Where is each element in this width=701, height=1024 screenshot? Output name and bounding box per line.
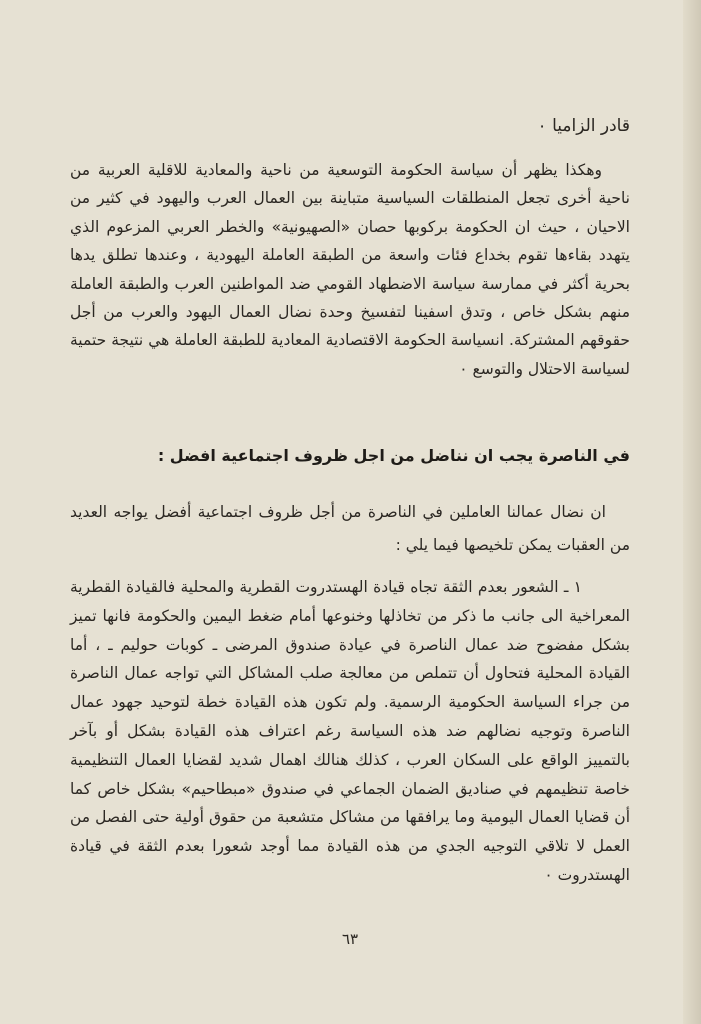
running-head: قادر الزاميا ٠ [537, 116, 630, 136]
paragraph-2: ان نضال عمالنا العاملين في الناصرة من أجل ظروف اجتماعية أفضل يواجه العديد من العقبات يمكن تلخيصها فيما يلي : [70, 503, 630, 554]
paragraph-1: وهكذا يظهر أن سياسة الحكومة التوسعية من ناحية والمعادية للاقلية العربية من ناحية أخرى تجعل المنطلقات السياسية متباينة بين العمال العرب واليهود في كثير من الاحيان ، حيث ان الحكومة بركوبها حصان «الصهيونية» والخطر العربي المزعوم الذي يتهدد بقاءها تقوم بخداع فئات واسعة من الطبقة العاملة اليهودية ، وعندها تطلق يدها بحرية أكثر في ممارسة سياسة الاضطهاد القومي ضد المواطنين العرب والطبقة العاملة منهم بشكل خاص ، وتدق اسفينا لتفسيخ وحدة نضال العمال اليهود والعرب من أجل حقوقهم المشتركة. انسياسة الحكومة الاقتصادية المعادية للطبقة العاملة هي نتيجة حتمية لسياسة الاحتلال والتوسع ٠ [70, 161, 630, 378]
page-edge-shadow [683, 0, 701, 1024]
section-heading: في الناصرة يجب ان نناضل من اجل ظروف اجتماعية افضل : [157, 446, 630, 465]
page-number: ٦٣ [341, 930, 359, 948]
paragraph-3: ١ ـ الشعور بعدم الثقة تجاه قيادة الهستدروت القطرية والمحلية فالقيادة القطرية المعراخية الى جانب ما ذكر من تخاذلها وخنوعها أمام ضغط اليمين والحكومة فانها تميز بشكل مفضوح ضد عمال الناصرة في عيادة صندوق المرضى ـ كوبات حوليم ـ ، أما القيادة المحلية فتحاول أن تتملص من معالجة صلب المشاكل التي تواجه عمال الناصرة من جراء السياسة الحكومية الرسمية. ولم تكون هذه القيادة خطة لتوحيد جهود عمال الناصرة وتوجيه نضالهم ضد هذه السياسة رغم اعتراف هذه القيادة بشكل أو بآخر بالتمييز الواقع على السكان العرب ، كذلك هنالك اهمال شديد لقضايا العمال التنظيمية خاصة تنظيمهم في صناديق الضمان الجماعي في صندوق «مبطاحيم» بشكل خاص كما أن قضايا العمال اليومية وما يرافقها من مشاكل متشعبة من حقوق أولية حتى الفصل من العمل لا تلاقي التوجيه الجدي من هذه القيادة مما أوجد شعورا بعدم الثقة في قيادة الهستدروت ٠ [70, 578, 630, 884]
